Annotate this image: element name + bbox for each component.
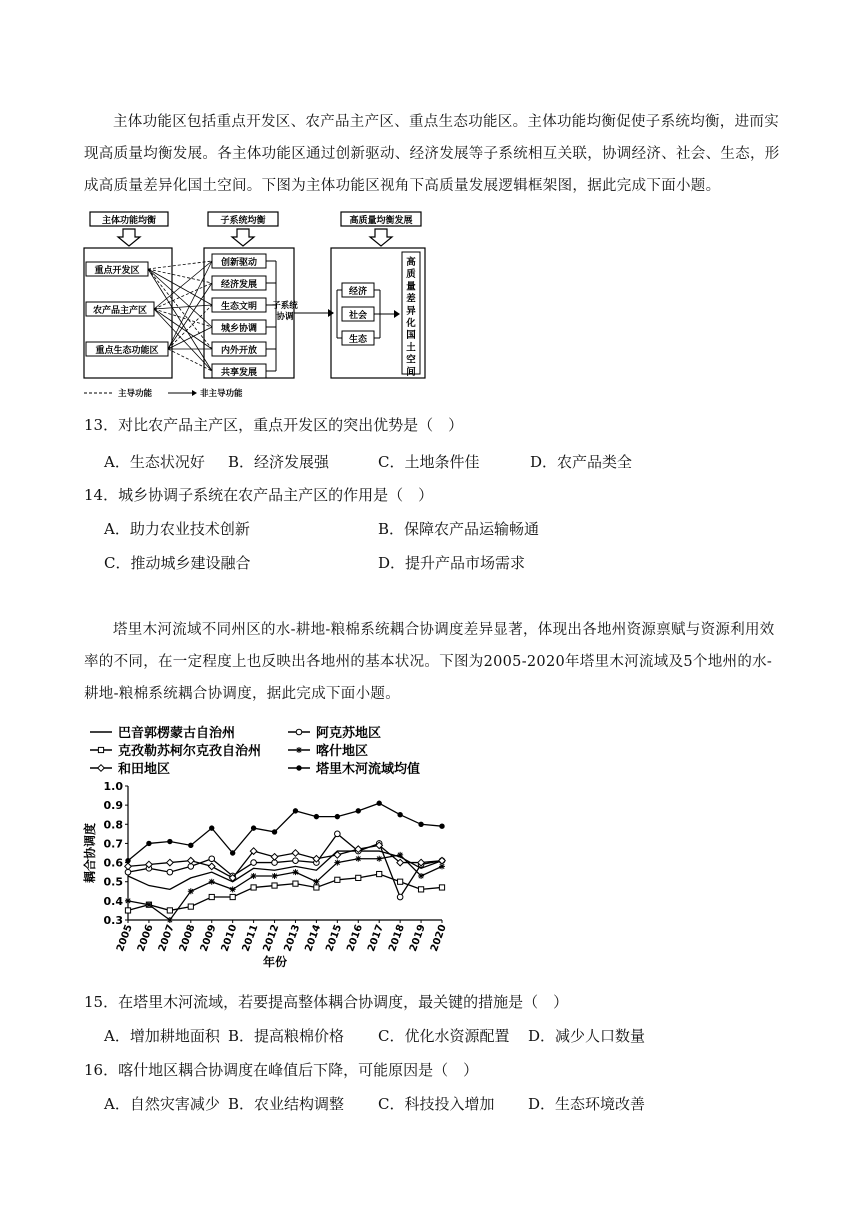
data-point	[188, 857, 195, 864]
data-point	[419, 822, 423, 826]
diagram-header-2: 子系统均衡	[220, 216, 266, 226]
legend-label: 克孜勒苏柯尔克孜自治州	[118, 744, 262, 759]
q16-option-b[interactable]: B．农业结构调整	[228, 1095, 345, 1113]
data-point	[377, 871, 382, 876]
diagram-header-3: 高质量均衡发展	[349, 216, 413, 226]
subsystem-sharing: 共享发展	[220, 368, 258, 378]
series-line	[128, 855, 442, 920]
question-15-stem: 15．在塔里木河流域，若要提高整体耦合协调度，最关键的措施是（ ）	[84, 993, 569, 1011]
coupling-chart	[80, 720, 460, 970]
q15-option-d[interactable]: D．减少人口数量	[528, 1027, 646, 1045]
x-tick-label: 2014	[303, 923, 324, 954]
data-point	[335, 814, 339, 818]
y-tick-label: 0.5	[103, 875, 123, 889]
data-point	[356, 875, 361, 880]
legend-marker	[297, 766, 301, 770]
passage-1: 主体功能区包括重点开发区、农产品主产区、重点生态功能区。主体功能均衡促使子系统均衡，进而实现高质量均衡发展。各主体功能区通过创新驱动、经济发展等子系统相互关联，协调经济、社会、生态，形成高质量差异化国土空间。下图为主体功能区视角下高质量发展逻辑框架图，据此完成下面小题。	[84, 114, 780, 194]
y-axis-label: 耦合协调度	[83, 822, 97, 884]
q16-option-c[interactable]: C．科技投入增加	[378, 1095, 495, 1113]
x-tick-label: 2020	[428, 923, 449, 954]
data-point	[272, 883, 277, 888]
legend-main: 主导功能	[118, 389, 153, 399]
legend-marker	[98, 747, 103, 752]
data-point	[208, 863, 215, 870]
data-point	[188, 904, 193, 909]
legend-nonmain: 非主导功能	[200, 389, 243, 399]
data-point	[398, 879, 403, 884]
pillar-society: 社会	[348, 311, 368, 321]
question-14-stem: 14．城乡协调子系统在农产品主产区的作用是（ ）	[84, 486, 434, 504]
coordination-label: 子系统	[272, 301, 298, 311]
data-point	[167, 859, 174, 866]
subsystem-urban-rural: 城乡协调	[220, 324, 258, 334]
legend-label: 塔里木河流域均值	[316, 762, 421, 777]
data-point	[230, 894, 235, 899]
zone-key-development: 重点开发区	[94, 266, 140, 276]
diagram-header-1: 主体功能均衡	[101, 216, 157, 226]
q14-option-b[interactable]: B．保障农产品运输畅通	[378, 520, 540, 538]
data-point	[355, 856, 361, 862]
data-point	[356, 809, 360, 813]
subsystem-ecology: 生态文明	[220, 302, 258, 312]
x-tick-label: 2009	[198, 923, 219, 954]
q13-option-c[interactable]: C．土地条件佳	[378, 453, 480, 471]
data-point	[293, 881, 298, 886]
data-point	[167, 917, 173, 923]
q15-option-c[interactable]: C．优化水资源配置	[378, 1027, 510, 1045]
series-line	[128, 803, 442, 860]
legend-marker	[98, 765, 105, 772]
data-point	[146, 902, 152, 908]
data-point	[292, 850, 299, 857]
data-point	[398, 813, 402, 817]
data-point	[230, 886, 236, 892]
coordination-label-2: 协调	[276, 312, 294, 322]
data-point	[335, 831, 341, 837]
data-point	[418, 887, 423, 892]
passage-2: 塔里木河流域不同州区的水-耕地-粮棉系统耦合协调度差异显著，体现出各地州资源禀赋与资源利用效率的不同，在一定程度上也反映出各地州的基本状况。下图为2005-2020年塔里木河流域及5个地州的水-耕地-粮棉系统耦合协调度，据此完成下面小题。	[84, 622, 775, 702]
framework-diagram	[80, 210, 430, 400]
x-tick-label: 2019	[408, 923, 428, 954]
question-16-stem: 16．喀什地区耦合协调度在峰值后下降，可能原因是（ ）	[84, 1061, 479, 1079]
data-point	[293, 809, 297, 813]
data-point	[209, 879, 215, 885]
series-line	[128, 874, 442, 910]
data-point	[335, 877, 340, 882]
data-point	[209, 856, 215, 862]
data-point	[209, 894, 214, 899]
y-tick-label: 0.9	[103, 799, 123, 813]
y-tick-label: 0.3	[103, 914, 123, 927]
q13-option-a[interactable]: A．生态状况好	[104, 453, 205, 471]
x-tick-label: 2006	[135, 923, 156, 954]
data-point	[188, 888, 194, 894]
data-point	[147, 841, 151, 845]
y-tick-label: 1.0	[103, 780, 123, 793]
data-point	[125, 908, 130, 913]
legend-label: 阿克苏地区	[316, 726, 382, 741]
legend-marker	[296, 747, 302, 753]
x-tick-label: 2007	[156, 923, 177, 954]
question-13-stem: 13．对比农产品主产区，重点开发区的突出优势是（ ）	[84, 416, 464, 434]
data-point	[189, 843, 193, 847]
q15-option-a[interactable]: A．增加耕地面积	[104, 1027, 220, 1045]
pillar-ecology: 生态	[348, 335, 368, 345]
q13-option-b[interactable]: B．经济发展强	[228, 453, 330, 471]
subsystem-innovation: 创新驱动	[220, 258, 258, 268]
data-point	[251, 885, 256, 890]
data-point	[125, 863, 132, 870]
data-point	[167, 908, 172, 913]
data-point	[272, 873, 278, 879]
zone-agricultural: 农产品主产区	[92, 306, 148, 316]
legend-label: 巴音郭楞蒙古自治州	[118, 726, 236, 741]
x-tick-label: 2017	[366, 923, 387, 954]
data-point	[439, 885, 444, 890]
data-point	[314, 885, 319, 890]
data-point	[313, 879, 319, 885]
data-point	[251, 873, 257, 879]
data-point	[271, 854, 278, 861]
data-point	[210, 826, 214, 830]
data-point	[126, 858, 130, 862]
data-point	[334, 860, 340, 866]
q16-option-a[interactable]: A．自然灾害减少	[104, 1095, 220, 1113]
q14-option-d[interactable]: D．提升产品市场需求	[378, 554, 526, 572]
y-tick-label: 0.6	[103, 856, 123, 870]
data-point	[292, 869, 298, 875]
zone-ecological: 重点生态功能区	[95, 346, 159, 356]
data-point	[251, 826, 255, 830]
x-tick-label: 2005	[114, 923, 135, 954]
data-point	[397, 852, 403, 858]
subsystem-openness: 内外开放	[220, 346, 258, 356]
q16-option-d[interactable]: D．生态环境改善	[528, 1095, 646, 1113]
data-point	[125, 898, 131, 904]
data-point	[168, 839, 172, 843]
x-tick-label: 2008	[177, 923, 198, 954]
x-tick-label: 2010	[219, 923, 240, 954]
data-point	[167, 869, 173, 875]
pillar-economy: 经济	[348, 287, 368, 297]
x-axis-label: 年份	[262, 955, 288, 969]
down-arrow-icon	[118, 229, 392, 246]
subsystem-economy: 经济发展	[220, 280, 258, 290]
data-point	[293, 858, 299, 864]
result-label: 高质量差异化国土空间	[406, 257, 416, 378]
x-tick-label: 2013	[282, 923, 303, 954]
x-tick-label: 2012	[261, 923, 282, 954]
y-tick-label: 0.8	[103, 818, 123, 832]
data-point	[440, 824, 444, 828]
legend-label: 和田地区	[118, 762, 171, 777]
data-point	[397, 894, 403, 900]
y-tick-label: 0.7	[103, 837, 123, 851]
data-point	[314, 814, 318, 818]
data-point	[376, 856, 382, 862]
series-line	[128, 834, 442, 897]
x-tick-label: 2011	[240, 923, 261, 954]
y-tick-label: 0.4	[103, 894, 123, 908]
q14-option-c[interactable]: C．推动城乡建设融合	[104, 554, 251, 572]
x-tick-label: 2015	[324, 923, 345, 954]
x-tick-label: 2018	[387, 923, 407, 954]
data-point	[230, 851, 234, 855]
q14-option-a[interactable]: A．助力农业技术创新	[104, 520, 250, 538]
data-point	[272, 830, 276, 834]
legend-label: 喀什地区	[316, 744, 369, 759]
data-point	[377, 801, 381, 805]
x-tick-label: 2016	[345, 923, 366, 954]
data-point	[418, 873, 424, 879]
legend-marker	[296, 729, 302, 735]
data-point	[251, 860, 257, 866]
q13-option-d[interactable]: D．农产品类全	[530, 453, 633, 471]
q15-option-b[interactable]: B．提高粮棉价格	[228, 1027, 345, 1045]
